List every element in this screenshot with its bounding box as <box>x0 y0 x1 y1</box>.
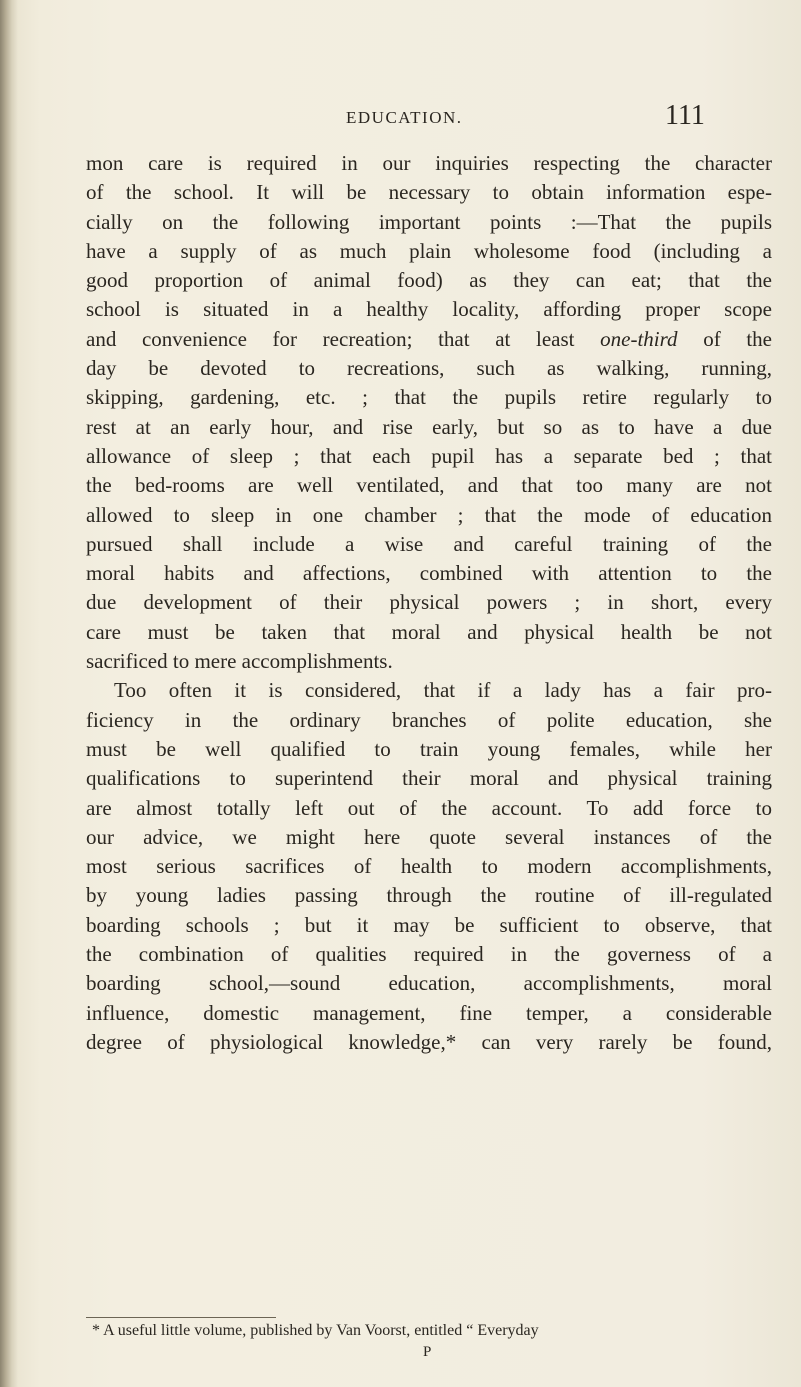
signature-mark: P <box>423 1344 432 1360</box>
text-line: allowance of sleep ; that each pupil has a separate bed ; that <box>86 443 772 468</box>
text-line: degree of physiological knowledge,* can very rarely be found, <box>86 1029 772 1054</box>
text-line: most serious sacrifices of health to modern accomplishments, <box>86 854 772 879</box>
text-line: allowed to sleep in one chamber ; that the mode of education <box>86 502 772 527</box>
emphasis-one-third: one-third <box>600 326 678 351</box>
text-line: pursued shall include a wise and careful training of the <box>86 531 772 556</box>
text-line: day be devoted to recreations, such as walking, running, <box>86 356 772 381</box>
page-header <box>0 100 801 140</box>
text-line: boarding school,—sound education, accomplishments, moral <box>86 971 772 996</box>
text-line: mon care is required in our inquiries respecting the character <box>86 151 772 175</box>
line-part: and convenience for recreation; that at least <box>86 326 601 351</box>
text-line: of the school. It will be necessary to obtain information espe- <box>86 180 772 205</box>
text-line: skipping, gardening, etc. ; that the pupils retire regularly to <box>86 385 772 410</box>
page-gutter <box>0 0 18 1387</box>
text-line-paragraph-end: sacrificed to mere accomplishments. <box>86 649 393 674</box>
text-line: school is situated in a healthy locality, affording proper scope <box>86 297 772 322</box>
text-line: our advice, we might here quote several instances of the <box>86 824 772 849</box>
text-line-paragraph-start: Too often it is considered, that if a lady has a fair pro- <box>114 678 772 703</box>
text-line: rest at an early hour, and rise early, but so as to have a due <box>86 414 772 439</box>
text-line: boarding schools ; but it may be sufficient to observe, that <box>86 912 772 937</box>
text-line: due development of their physical powers ; in short, every <box>86 590 772 615</box>
text-line: the combination of qualities required in the governess of a <box>86 942 772 967</box>
text-line: must be well qualified to train young females, while her <box>86 736 772 761</box>
text-line: by young ladies passing through the routine of ill-regulated <box>86 883 772 908</box>
text-line: influence, domestic management, fine temper, a considerable <box>86 1000 772 1025</box>
text-line: cially on the following important points :—That the pupils <box>86 209 772 234</box>
footnote-rule <box>86 1317 276 1318</box>
text-line: are almost totally left out of the account. To add force to <box>86 795 772 820</box>
body-text <box>86 149 772 1057</box>
text-line: ficiency in the ordinary branches of polite education, she <box>86 707 772 732</box>
footnote: * A useful little volume, published by Van Voorst, entitled “ Everyday <box>92 1322 539 1339</box>
running-head: EDUCATION. <box>346 108 463 127</box>
text-line: care must be taken that moral and physical health be not <box>86 619 772 644</box>
text-line: qualifications to superintend their moral and physical training <box>86 766 772 791</box>
text-line: moral habits and affections, combined with attention to the <box>86 561 772 586</box>
text-line: the bed-rooms are well ventilated, and that too many are not <box>86 473 772 498</box>
text-line-with-emphasis <box>86 325 772 354</box>
text-line: have a supply of as much plain wholesome food (including a <box>86 238 772 263</box>
line-part: of the <box>677 326 772 351</box>
text-line: good proportion of animal food) as they can eat; that the <box>86 268 772 293</box>
page-number: 111 <box>665 100 705 131</box>
